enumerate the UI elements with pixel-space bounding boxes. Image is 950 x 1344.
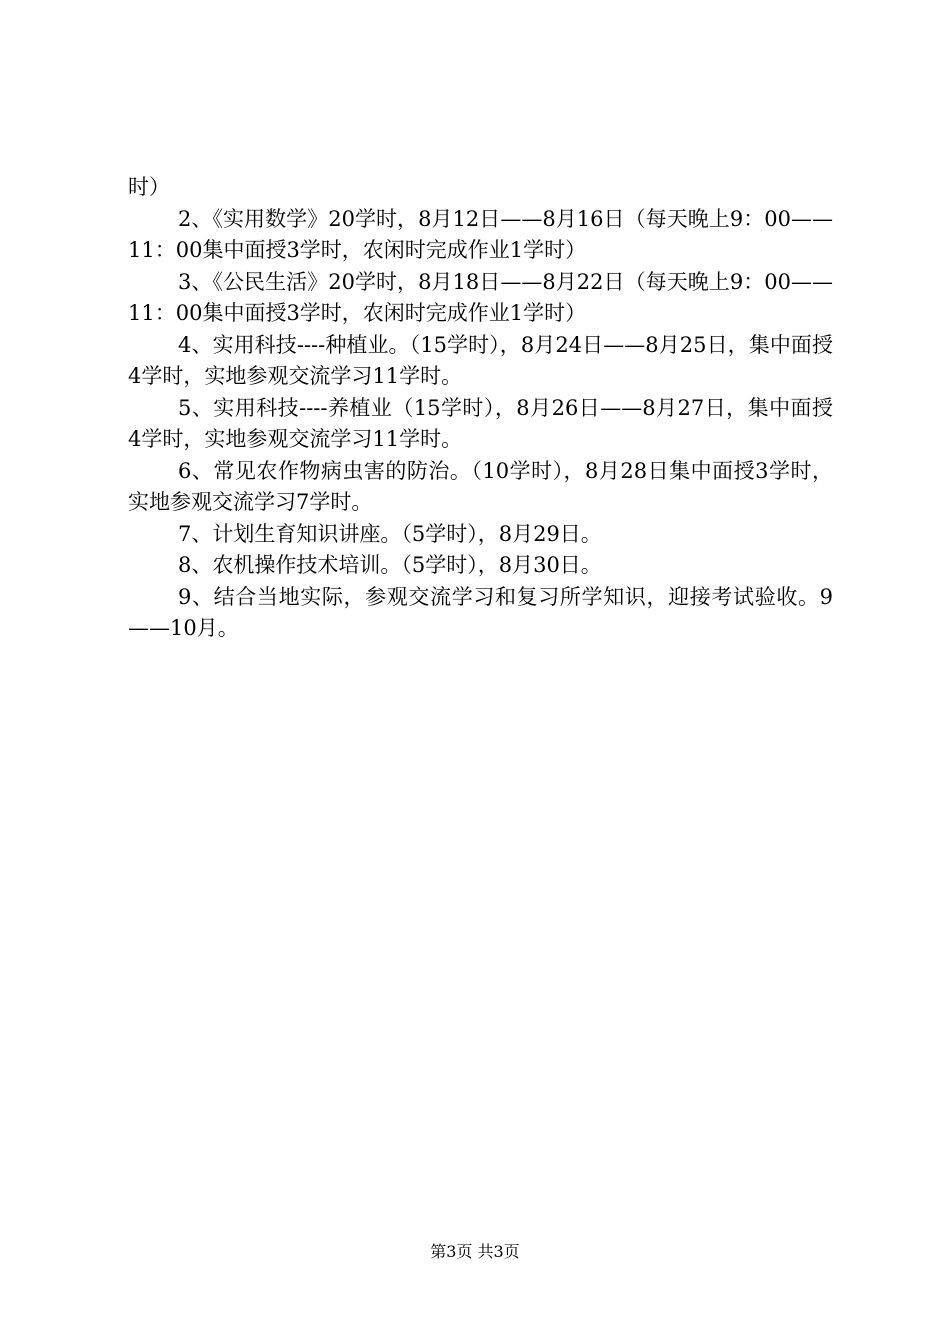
paragraph-continuation: 时） (128, 175, 170, 199)
paragraph-item-9: 9、结合当地实际，参观交流学习和复习所学知识，迎接考试验收。9——10月。 (128, 584, 833, 640)
paragraph-item-4: 4、实用科技----种植业。（15学时），8月24日——8月25日，集中面授4学时，实地参观交流学习11学时。 (128, 332, 833, 388)
paragraph-item-5: 5、实用科技----养植业（15学时），8月26日——8月27日，集中面授4学时，实地参观交流学习11学时。 (128, 395, 833, 451)
paragraph-item-7: 7、计划生育知识讲座。（5学时），8月29日。 (178, 521, 602, 546)
paragraph-item-3: 3、《公民生活》20学时，8月18日——8月22日（每天晚上9：00——11：00集中面授3学时，农闲时完成作业1学时） (128, 269, 833, 325)
paragraph-item-8: 8、农机操作技术培训。（5学时），8月30日。 (178, 553, 602, 577)
document-body (128, 172, 833, 645)
paragraph-item-2: 2、《实用数学》20学时，8月12日——8月16日（每天晚上9：00——11：00集中面授3学时，农闲时完成作业1学时） (128, 206, 833, 262)
page-number-footer: 第3页 共3页 (430, 1242, 520, 1261)
paragraph-item-6: 6、常见农作物病虫害的防治。（10学时），8月28日集中面授3学时，实地参观交流学习7学时。 (128, 458, 833, 514)
